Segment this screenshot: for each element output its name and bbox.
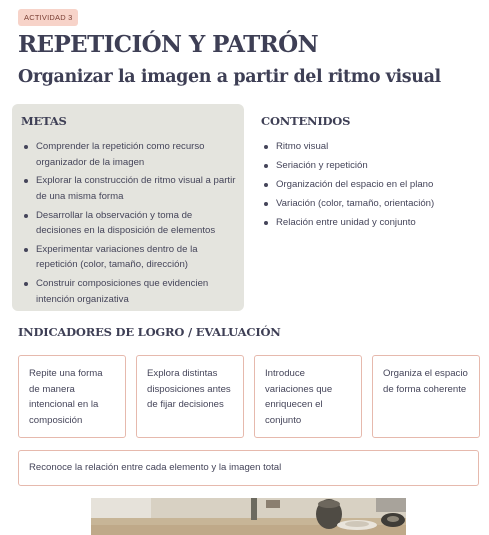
page-title: REPETICIÓN Y PATRÓN	[18, 31, 318, 58]
metas-item: Comprender la repetición como recurso organizador de la imagen	[21, 139, 236, 170]
workspace-photo-illustration	[91, 498, 406, 535]
contenidos-section	[261, 113, 481, 234]
indicator-card: Repite una forma de manera intencional en la composición	[18, 355, 126, 438]
metas-item: Explorar la construcción de ritmo visual a partir de una misma forma	[21, 173, 236, 204]
metas-item: Desarrollar la observación y toma de decisiones en la disposición de elementos	[21, 208, 236, 239]
metas-item: Experimentar variaciones dentro de la repetición (color, tamaño, dirección)	[21, 242, 236, 273]
contenidos-item: Seriación y repetición	[261, 158, 481, 174]
workspace-photo	[91, 498, 406, 535]
contenidos-list	[261, 139, 481, 231]
metas-item: Construir composiciones que evidencien intención organizativa	[21, 276, 236, 307]
metas-heading: METAS	[21, 114, 67, 128]
page-subtitle: Organizar la imagen a partir del ritmo visual	[18, 67, 441, 87]
indicator-card-wide: Reconoce la relación entre cada elemento y la imagen total	[18, 450, 479, 486]
contenidos-item: Variación (color, tamaño, orientación)	[261, 196, 481, 212]
indicator-card: Explora distintas disposiciones antes de fijar decisiones	[136, 355, 244, 438]
contenidos-item: Organización del espacio en el plano	[261, 177, 481, 193]
activity-badge: ACTIVIDAD 3	[18, 9, 78, 26]
indicator-card: Introduce variaciones que enriquecen el conjunto	[254, 355, 362, 438]
contenidos-item: Relación entre unidad y conjunto	[261, 215, 481, 231]
metas-list	[21, 139, 236, 307]
indicator-card: Organiza el espacio de forma coherente	[372, 355, 480, 438]
indicadores-heading: INDICADORES DE LOGRO / EVALUACIÓN	[18, 325, 281, 339]
contenidos-heading: CONTENIDOS	[261, 114, 351, 128]
contenidos-item: Ritmo visual	[261, 139, 481, 155]
metas-section	[12, 104, 244, 311]
